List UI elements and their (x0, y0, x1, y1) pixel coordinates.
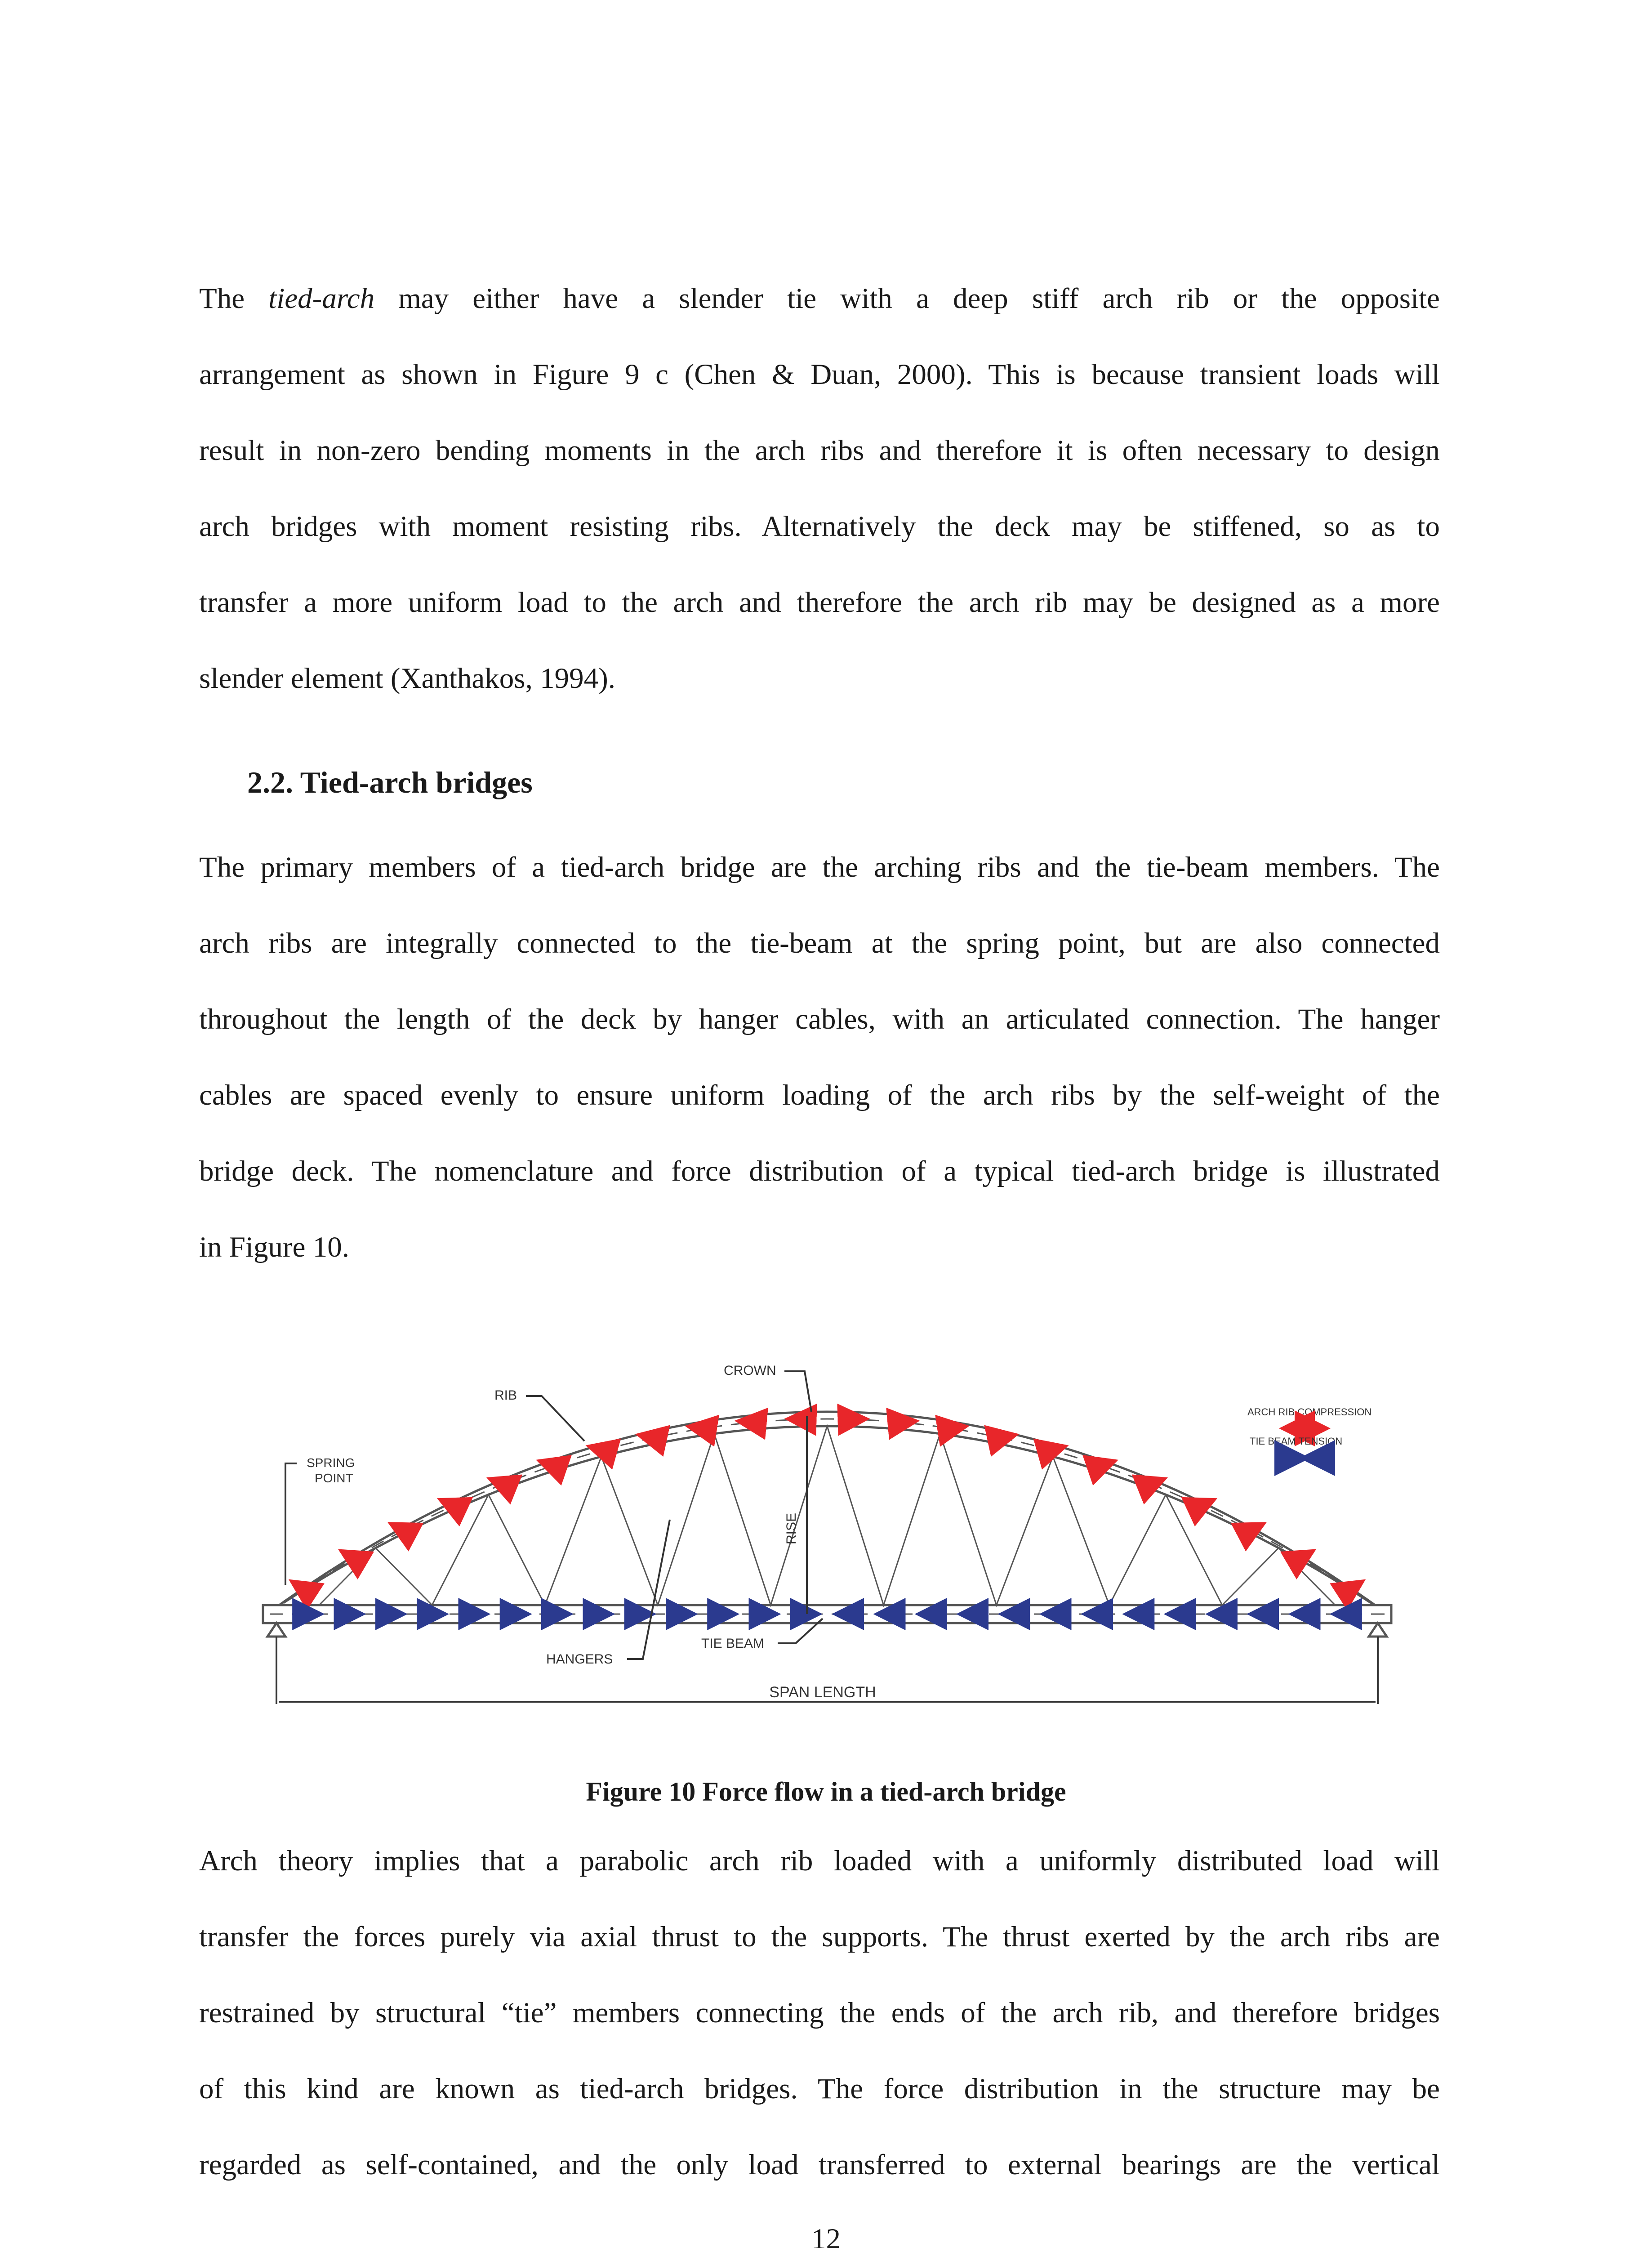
right-support (1369, 1623, 1387, 1637)
rise-label: RISE (784, 1512, 799, 1545)
italic-term: tied-arch (268, 282, 375, 315)
tied-arch-bridge-figure (243, 1344, 1412, 1726)
legend-compression-label: ARCH RIB COMPRESSION (1247, 1406, 1372, 1418)
crown-label: CROWN (724, 1363, 776, 1378)
force-arrows (295, 1419, 1359, 1614)
text-line: The primary members of a tied-arch bridge are the arching ribs and the tie-beam members. The (199, 851, 1440, 883)
text-line: arch ribs are integrally connected to the tie-beam at the spring point, but are also connected (199, 927, 1440, 959)
text-line: slender element (Xanthakos, 1994). (199, 662, 615, 695)
text-line: throughout the length of the deck by hanger cables, with an articulated connection. The hanger (199, 1003, 1440, 1035)
rib-label: RIB (494, 1388, 517, 1403)
arch-rib-outer (270, 1412, 1385, 1612)
text-line: cables are spaced evenly to ensure uniform loading of the arch ribs by the self-weight of the (199, 1079, 1440, 1111)
text-line: result in non-zero bending moments in the arch ribs and therefore it is often necessary to design (199, 434, 1440, 467)
text-line: regarded as self-contained, and the only load transferred to external bearings are the vertical (199, 2149, 1440, 2181)
paragraph-arch-theory (199, 1823, 1440, 2203)
text-line: in Figure 10. (199, 1231, 350, 1263)
text-line: bridge deck. The nomenclature and force distribution of a typical tied-arch bridge is illustrated (199, 1155, 1440, 1187)
figure-caption: Figure 10 Force flow in a tied-arch bridge (586, 1777, 1066, 1806)
text-line: The tied-arch may either have a slender tie with a deep stiff arch rib or the opposite (199, 282, 1440, 315)
arch-rib-centerline (276, 1419, 1378, 1607)
paragraph-tied-arch-intro (199, 261, 1440, 717)
text-line: restrained by structural “tie” members connecting the ends of the arch rib, and therefore bridges (199, 1997, 1440, 2029)
tie-beam-label: TIE BEAM (701, 1636, 765, 1651)
text-line: of this kind are known as tied-arch bridges. The force distribution in the structure may be (199, 2073, 1440, 2105)
bridge-structure (263, 1412, 1391, 1637)
left-support (267, 1623, 285, 1637)
hangers-label: HANGERS (546, 1652, 613, 1667)
text-line: Arch theory implies that a parabolic arch rib loaded with a uniformly distributed load will (199, 1845, 1440, 1877)
paragraph-tied-arch-members (199, 830, 1440, 1285)
compression-arrow (892, 1422, 912, 1423)
text-line: transfer a more uniform load to the arch and therefore the arch rib may be designed as a more (199, 586, 1440, 619)
hangers (319, 1426, 1335, 1605)
page-number: 12 (811, 2223, 841, 2248)
legend-tension-label: TIE BEAM TENSION (1250, 1436, 1343, 1447)
span-length-label: SPAN LENGTH (769, 1684, 876, 1701)
text-line: arrangement as shown in Figure 9 c (Chen & Duan, 2000). This is because transient loads will (199, 358, 1440, 391)
text-line: arch bridges with moment resisting ribs. Alternatively the deck may be stiffened, so as to (199, 510, 1440, 543)
section-heading: 2.2. Tied-arch bridges (247, 765, 533, 799)
text-line: transfer the forces purely via axial thrust to the supports. The thrust exerted by the arch ribs are (199, 1921, 1440, 1953)
spring-point-label-line1: SPRING (307, 1456, 355, 1470)
spring-point-label-line2: POINT (315, 1471, 353, 1485)
compression-arrow (743, 1422, 762, 1423)
